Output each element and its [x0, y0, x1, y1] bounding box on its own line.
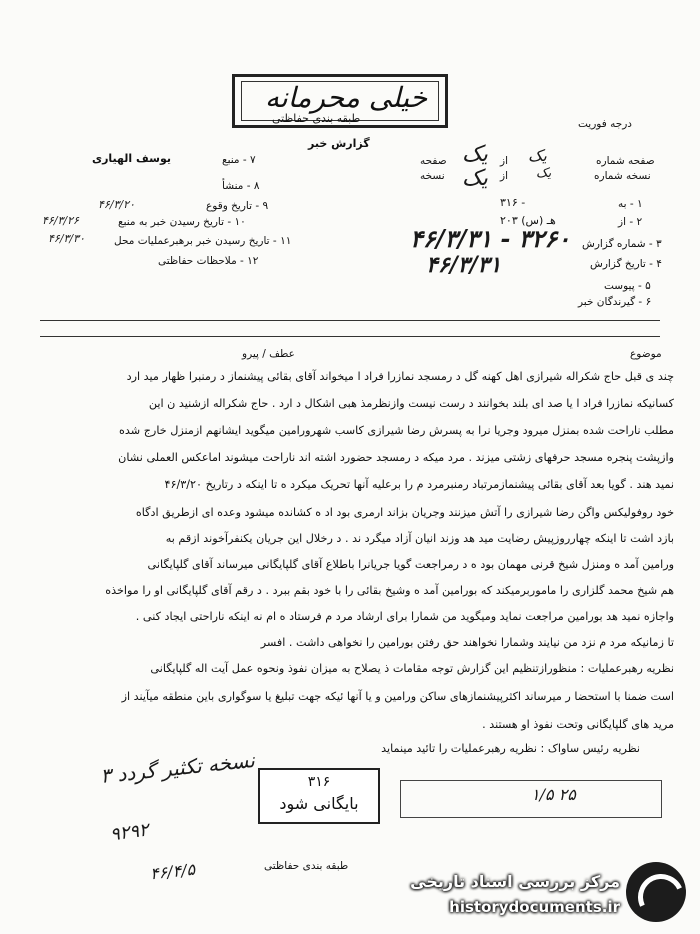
body-line: مرید های گلپایگانی وتحت نفوذ او هستند . — [482, 718, 674, 731]
copies-note: ۳ نسخه تکثیر گردد — [99, 747, 256, 789]
brand-logo-icon — [626, 862, 686, 922]
copy-number-label: نسخه شماره — [594, 170, 651, 182]
copy-number-value: یک — [536, 166, 552, 181]
field-security-notes-label: ۱۲ - ملاحظات حفاظتی — [158, 255, 259, 267]
body-line: واجازه نمید هد بورامین مراجعت نماید ومیگوید من شمارا برای ارشاد مرد م فرستاد ه ام نه اینکه ناراحتی ایجاد کنی . — [135, 610, 674, 623]
header-divider-2 — [40, 336, 660, 337]
archive-number: ۳۱۶ — [307, 774, 331, 790]
field-from-label: ۲ - از — [618, 216, 643, 228]
field-to-label: ۱ - به — [618, 198, 643, 210]
field-event-date-label: ۹ - تاریخ وقوع — [206, 200, 269, 212]
field-report-date-label: ۴ - تاریخ گزارش — [590, 258, 662, 270]
field-report-number-value: ۴۶/۳/۳۱ - ۳۲۶۰ — [410, 224, 571, 253]
reference-label: عطف / پیرو — [242, 348, 295, 360]
date-note: ۴۶/۴/۵ — [149, 859, 197, 884]
copy-total-value: یک — [462, 166, 488, 191]
stamp-handwriting: خیلی محرمانه — [265, 81, 428, 114]
report-title: گزارش خبر — [308, 137, 370, 150]
field-event-date-value: ۴۶/۳/۲۰ — [98, 198, 135, 211]
field-source-date-value: ۴۶/۳/۲۶ — [42, 214, 79, 227]
signature-box — [400, 780, 662, 818]
field-ops-date-label: ۱۱ - تاریخ رسیدن خبر برهبرعملیات محل — [114, 235, 292, 247]
body-line: هم شیخ محمد گلزاری را ماموربرمیکند که بورامین آمد ه وشیخ بقائی را با خود بقم ببرد . د رقم آقای گلپایگانی او را مواخذه — [105, 584, 674, 597]
stamp-caption: طبقه بندی حفاظتی — [272, 112, 361, 125]
body-line: خود روفولیکس واگن رضا شیرازی را آتش میزنند وجریان بزاند ارمری بود اد ه کشانده میشود وعده ای ازطریق ادگاه — [135, 506, 674, 519]
footer-classification: طبقه بندی حفاظتی — [264, 860, 349, 872]
body-line: تا زمانیکه مرد م نزد من نیایند وشمارا نخواهند حق رفتن بورامین را نخواهی داشت . افسر — [260, 636, 674, 649]
page-number-value: یک — [528, 146, 547, 165]
page-of: از — [500, 155, 508, 167]
field-recipients-label: ۶ - گیرندگان خبر — [578, 296, 652, 308]
reference-number-note: ۹۲۹۲ — [108, 819, 150, 846]
copy-word: نسخه — [420, 170, 445, 182]
field-report-number-label: ۳ - شماره گزارش — [582, 238, 662, 250]
field-origin-label: ۸ - منشأ — [222, 180, 260, 192]
field-from-value: ۲۰۳ هـ (س) — [500, 214, 556, 227]
page-number-label: صفحه شماره — [596, 155, 655, 167]
subject-label: موضوع — [630, 348, 662, 360]
body-line: ورامین آمد ه ومنزل شیخ قرنی مهمان بود ه د رمراجعت گویا جریانرا باطلاع آقای گلپایگانی میرساند آقای گلپایگانی — [147, 558, 674, 571]
brand-name: مرکز بررسی اسناد تاریخی — [410, 872, 620, 891]
chief-opinion: نظریه رئیس ساواک : نظریه رهبرعملیات را تائید مینماید — [381, 742, 640, 755]
body-line: چند ی قبل حاج شکراله شیرازی اهل کهنه گل د رمسجد نمازرا فراد ا میخواند آقای بقائی پیشنماز د رمنبرا ظهار مید ارد — [126, 370, 674, 383]
body-line: نمید هند . گویا بعد آقای بقائی پیشنمازمرتباد رمنبرمرد م را برعلیه آنها تحریک میکرد ه تا اینکه د رتاریخ ۴۶/۳/۲۰ — [164, 478, 674, 491]
urgency-label: درجه فوریت — [578, 118, 632, 130]
field-source-label: ۷ - منبع — [222, 154, 256, 166]
page-total-value: یک — [462, 142, 488, 167]
body-line: نظریه رهبرعملیات : منظورازتنظیم این گزارش توجه مقامات ذ یصلاح به میزان نفوذ ونحوه عمل آیت اله گلپایگانی — [150, 662, 674, 675]
field-attachment-label: ۵ - پیوست — [604, 280, 651, 292]
body-line: کسانیکه نمازرا فراد ا یا صد ای بلند بخوانند د رست نیست وازنظرمذ هبی اشکال د ارد . حاج شکراله ازشنید ن این — [148, 397, 674, 410]
field-source-value: یوسف الهیاری — [92, 152, 171, 165]
brand-url: historydocuments.ir — [449, 898, 620, 916]
header-divider-1 — [40, 320, 660, 321]
signature-box-note: ۱/۵ ۲۵ — [531, 785, 576, 804]
field-source-date-label: ۱۰ - تاریخ رسیدن خبر به منبع — [118, 216, 246, 228]
field-report-date-value: ۴۶/۳/۳۱ — [426, 252, 502, 278]
body-line: است ضمنا با استحضا ر میرساند اکثرپیشنمازهای ساکن ورامین و یا آنها ئیکه جهت تبلیغ یا سوگواری باین منطقه میآیند از — [121, 690, 674, 703]
body-line: مطلب ناراحت شده بمنزل میرود وجریا نرا به پسرش رضا شیرازی کاسب شهرورامین میگوید ایشانهم ازمنزل خارج شده — [119, 424, 674, 437]
field-ops-date-value: ۴۶/۳/۳۰ — [48, 232, 85, 245]
body-line: بازد اشت تا اینکه چهارروزپیش رضایت مید هد وزند انیان آزاد میگرد ند . د رخلال این جریان یکنفرآخوند ازقم به — [165, 532, 674, 545]
body-line: وازپشت پنجره مسجد حرفهای زشتی میزند . مرد میکه د رمسجد حضورد اشته اند ناراحت میشوند اماعکس العملی نشان — [118, 451, 674, 464]
archive-stamp — [258, 768, 380, 824]
field-to-value: ۳۱۶ - — [500, 196, 526, 209]
copy-of: از — [500, 170, 508, 182]
archive-text: بایگانی شود — [279, 794, 359, 813]
page-word: صفحه — [420, 155, 447, 167]
